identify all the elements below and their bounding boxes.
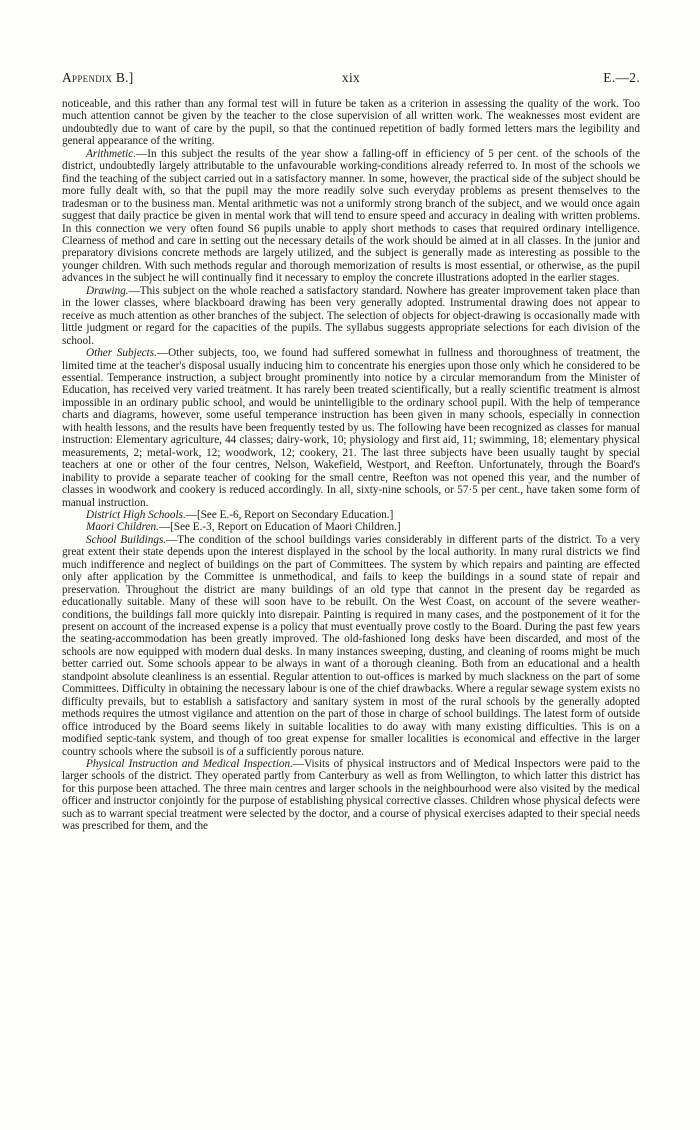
section-heading-school-buildings: School Buildings. xyxy=(86,533,167,546)
paragraph-arithmetic xyxy=(62,148,640,285)
paragraph-writing-continued xyxy=(62,98,640,148)
paragraph-district-high-schools xyxy=(62,509,640,521)
document-code: E.—2. xyxy=(603,70,640,85)
paragraph-physical-instruction xyxy=(62,758,640,833)
section-heading-other-subjects: Other Subjects. xyxy=(86,347,157,360)
paragraph-drawing xyxy=(62,285,640,347)
page-number: xix xyxy=(341,70,361,85)
paragraph-text: —The condition of the school buildings varies considerably in different parts of the district. To a very great extent their state depends upon the interest displayed in the school by the local authority. In many rural districts we find much indifference and neglect of buildings on the part of Committees. The system by which repairs and painting are effected only after application by the Committee is unmethodical, and fails to keep the buildings in a sound state of repair and preservation. Throughout the district are many buildings of an old type that cannot in the present day be regarded as educationally suitable. Many of these will soon have to be rebuilt. On the West Coast, on account of the severe weather-conditions, the buildings fall more quickly into disrepair. Painting is required in many cases, and the postponement of it for the present on account of the increased expense is a policy that must eventually prove costly to the Board. During the past few years the seating-accommodation has been greatly improved. The old-fashioned long desks have been discarded, and most of the schools are now equipped with modern dual desks. In many instances sweeping, dusting, and cleaning of rooms might be much better carried out. Some schools appear to be always in want of a thorough cleaning. Both from an educational and a health standpoint absolute cleanliness is an essential. Regular attention to out-offices is marked by much slackness on the part of some Committees. Difficulty in obtaining the necessary labour is one of the chief drawbacks. Where a regular sewage system exists no difficulty prevails, but to establish a satisfactory and sanitary system in most of the rural schools by the generally adopted methods requires the utmost vigilance and attention on the part of those in charge of school buildings. The latest form of outside office introduced by the Board seems likely in suitable localities to do away with many existing difficulties. This is on a modified septic-tank system, and though of too great expense for smaller localities is economical and effective in the larger country schools where the subsoil is of a sufficiently porous nature. xyxy=(62,533,640,758)
paragraph-text: —Visits of physical instructors and of Medical Inspectors were paid to the larger schools of the district. They operated partly from Canterbury as well as from Wellington, to which latter this district has for this purpose been attached. The three main centres and larger schools in the neighbourhood were also visited by the medical officer and instructor conjointly for the purpose of establishing physical corrective classes. Children whose physical defects were such as to warrant special treatment were selected by the doctor, and a course of physical exercises adapted to their special needs was prescribed for them, and the xyxy=(62,758,640,833)
paragraph-text: noticeable, and this rather than any formal test will in future be taken as a criterion in assessing the quality of the work. Too much attention cannot be given by the teacher to the close supervision of all written work. The weaknesses most evident are undoubtedly due to want of care by the pupil, so that the continued repetition of badly formed letters mars the legibility and general appearance of the writing. xyxy=(62,98,640,148)
paragraph-school-buildings xyxy=(62,534,640,758)
section-heading-district-high-schools: District High Schools. xyxy=(86,508,186,521)
body-text xyxy=(62,98,640,833)
paragraph-text: —This subject on the whole reached a satisfactory standard. Nowhere has greater improvement taken place than in the lower classes, where blackboard drawing has been very generally adopted. Instrumental drawing does not appear to receive as much attention as other branches of the subject. The selection of objects for object-drawing is occasionally made with little judgment or regard for the capacities of the pupils. The syllabus suggests appropriate selections for each division of the school. xyxy=(62,284,640,347)
section-heading-maori-children: Maori Children. xyxy=(86,521,159,534)
paragraph-text: —[See E.-6, Report on Secondary Education.] xyxy=(185,508,394,521)
paragraph-text: —Other subjects, too, we found had suffered somewhat in fullness and thoroughness of treatment, the limited time at the teacher's disposal usually inducing him to concentrate his energies upon those only which he considered to be essential. Temperance instruction, a subject brought prominently into notice by a circular memorandum from the Minister of Education, has received very varied treatment. It has rarely been treated scientifically, but a really scientific treatment is almost impossible in an ordinary public school, and would be unintelligible to the ordinary school pupil. With the help of temperance charts and diagrams, however, some useful temperance instruction has been given in many schools, especially in connection with health lessons, and the results have been frequently tested by us. The following have been recognized as classes for manual instruction: Elementary agriculture, 44 classes; dairy-work, 10; physiology and first aid, 11; swimming, 18; elementary physical measurements, 2; metal-work, 12; woodwork, 12; cookery, 21. The last three subjects have been usually taught by special teachers at one or other of the four centres, Nelson, Wakefield, Westport, and Reefton. Unfortunately, through the Board's inability to provide a separate teacher of cooking for the small centre, Reefton was not opened this year, and the number of classes in woodwork and cookery is reduced accordingly. In all, sixty-nine schools, or 57·5 per cent., have taken some form of manual instruction. xyxy=(62,347,640,509)
section-heading-physical-instruction: Physical Instruction and Medical Inspection. xyxy=(86,758,293,771)
section-heading-arithmetic: Arithmetic. xyxy=(86,147,137,160)
paragraph-maori-children xyxy=(62,521,640,533)
appendix-label: Appendix B.] xyxy=(62,70,134,85)
page-header xyxy=(62,70,640,92)
section-heading-drawing: Drawing. xyxy=(86,284,129,297)
paragraph-other-subjects xyxy=(62,347,640,509)
paragraph-text: —In this subject the results of the year show a falling-off in efficiency of 5 per cent. of the schools of the district, undoubtedly largely attributable to the unfavourable working-conditions already referred to. In most of the schools we find the teaching of the subject carried out in a satisfactory manner. In some, however, the practical side of the subject should be more fully dealt with, so that the pupil may the more readily solve such everyday problems as present themselves to the tradesman or to the business man. Mental arithmetic was not a uniformly strong branch of the subject, and we would once again suggest that daily practice be given in mental work that will tend to ensure speed and accuracy in dealing with written problems. In this connection we very often found S6 pupils unable to apply short methods to cases that required ordinary intelligence. Clearness of method and care in setting out the necessary details of the work should be aimed at in all classes. In the junior and preparatory divisions concrete methods are largely utilized, and the subject is generally made as interesting as possible to the younger children. With such methods regular and thorough memorization of results is most essential, or otherwise, as the pupil advances in the subject he will continually find it necessary to employ the concrete illustrations adopted in the earlier stages. xyxy=(62,147,640,285)
paragraph-text: —[See E.-3, Report on Education of Maori Children.] xyxy=(158,521,401,534)
